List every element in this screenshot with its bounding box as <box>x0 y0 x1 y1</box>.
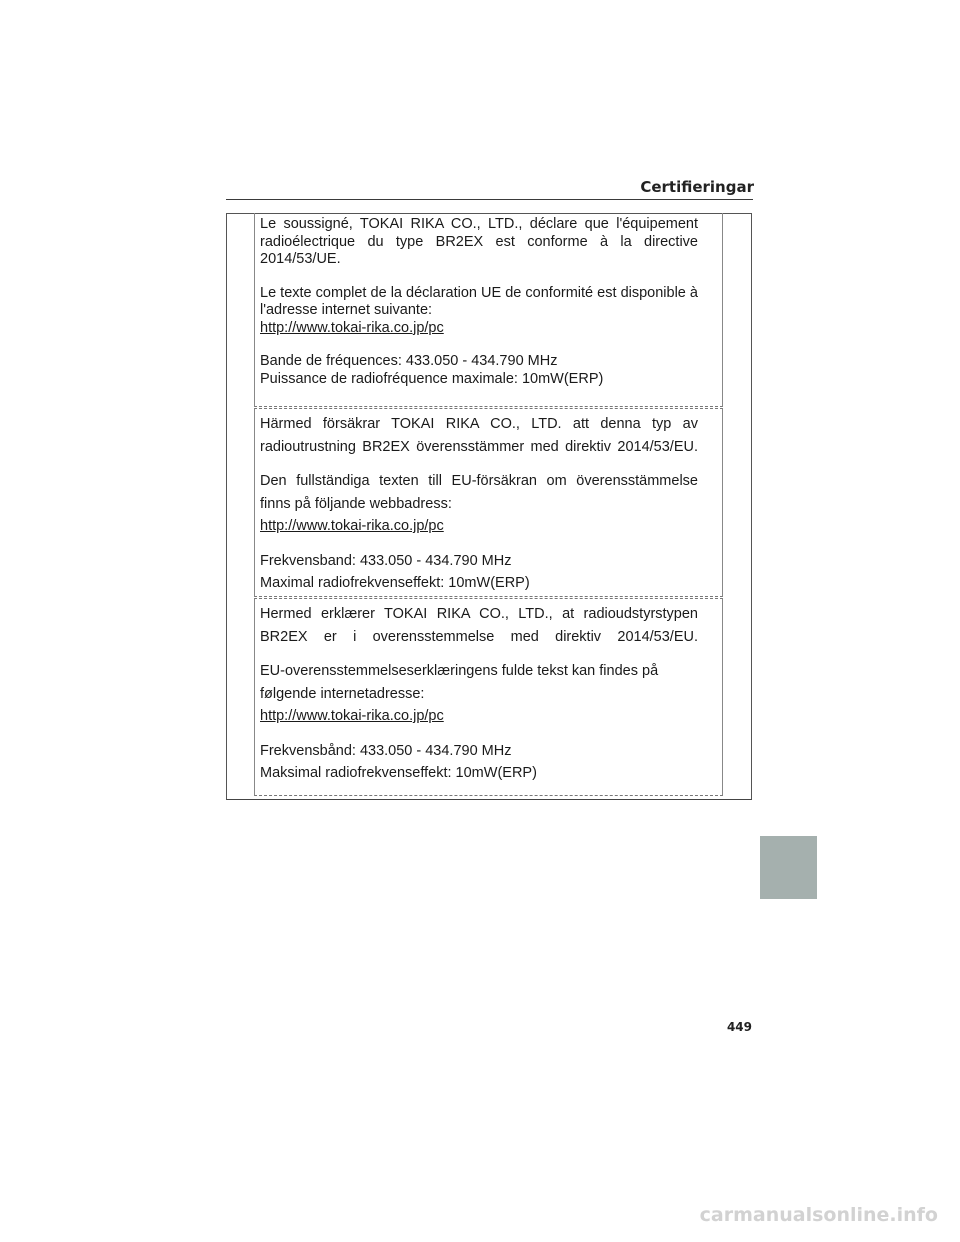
french-declaration <box>260 216 698 388</box>
danish-declaration-text: Hermed erklærer TOKAI RIKA CO., LTD., at radioudstyrstypen BR2EX er i overensstemmelse med direktiv 2014/53/EU. <box>260 606 698 645</box>
danish-declaration-link[interactable]: http://www.tokai-rika.co.jp/pc <box>260 708 444 724</box>
french-max-power: Puissance de radiofréquence maximale: 10mW(ERP) <box>260 370 604 387</box>
section-title: Certifieringar <box>640 178 754 196</box>
swedish-declaration-link[interactable]: http://www.tokai-rika.co.jp/pc <box>260 518 444 534</box>
danish-frequency-band: Frekvensbånd: 433.050 - 434.790 MHz <box>260 742 512 759</box>
header-rule <box>226 199 753 200</box>
french-frequency-band: Bande de fréquences: 433.050 - 434.790 MHz <box>260 353 558 369</box>
french-declaration-link[interactable]: http://www.tokai-rika.co.jp/pc <box>260 319 444 336</box>
danish-full-text-note-line2: følgende internetadresse: <box>260 685 425 702</box>
swedish-full-text-note: Den fullständiga texten till EU-försäkran om överensstämmelse finns på följande webbadress: <box>260 473 698 512</box>
swedish-frequency-band: Frekvensband: 433.050 - 434.790 MHz <box>260 552 512 569</box>
swedish-declaration-text: Härmed försäkrar TOKAI RIKA CO., LTD. att denna typ av radioutrustning BR2EX överensstämmer med direktiv 2014/53/EU. <box>260 416 698 455</box>
swedish-max-power: Maximal radiofrekvenseffekt: 10mW(ERP) <box>260 575 530 591</box>
danish-declaration <box>260 603 698 785</box>
french-declaration-text: Le soussigné, TOKAI RIKA CO., LTD., déclare que l'équipement radioélectrique du type BR2EX est conforme à la directive 2014/53/UE. <box>260 216 698 267</box>
watermark: carmanualsonline.info <box>699 1204 938 1226</box>
danish-full-text-note-line1: EU-overensstemmelseserklæringens fulde tekst kan findes på <box>260 663 659 679</box>
danish-max-power: Maksimal radiofrekvenseffekt: 10mW(ERP) <box>260 765 537 781</box>
french-full-text-note: Le texte complet de la déclaration UE de conformité est disponible à l'adresse internet suivante: <box>260 284 698 318</box>
chapter-tab-marker <box>760 836 817 899</box>
page-number: 449 <box>726 1020 752 1034</box>
swedish-declaration <box>260 413 698 595</box>
